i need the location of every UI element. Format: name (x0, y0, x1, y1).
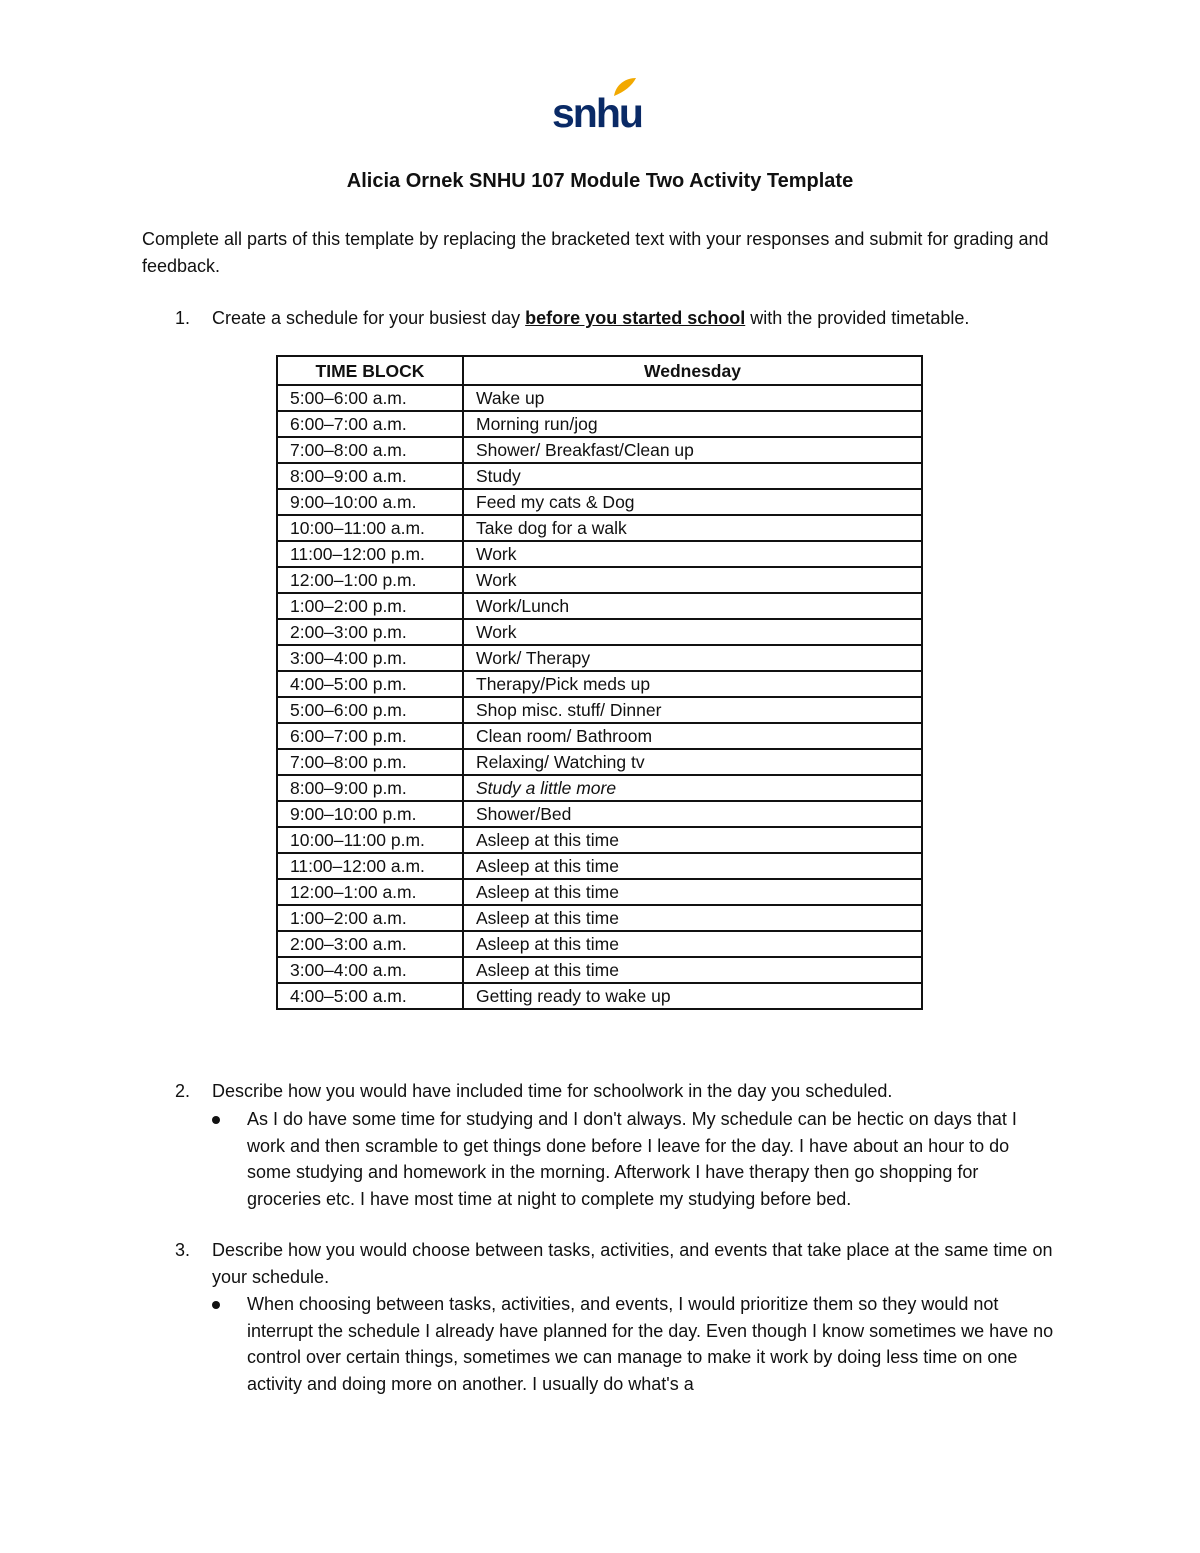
emphasis-text: before you started school (525, 308, 746, 328)
table-row (277, 957, 922, 983)
time-block-cell: 6:00–7:00 p.m. (277, 723, 463, 749)
activity-cell: Work/ Therapy (463, 645, 922, 671)
time-block-cell: 11:00–12:00 p.m. (277, 541, 463, 567)
activity-cell: Work (463, 619, 922, 645)
question-number: 3. (175, 1240, 191, 1260)
table-row (277, 723, 922, 749)
activity-cell: Morning run/jog (463, 411, 922, 437)
table-row (277, 905, 922, 931)
time-block-cell: 8:00–9:00 p.m. (277, 775, 463, 801)
time-block-cell: 6:00–7:00 a.m. (277, 411, 463, 437)
time-block-cell: 1:00–2:00 p.m. (277, 593, 463, 619)
table-row (277, 749, 922, 775)
time-block-cell: 3:00–4:00 p.m. (277, 645, 463, 671)
bullet-icon (212, 1301, 220, 1309)
activity-cell: Work/Lunch (463, 593, 922, 619)
table-row (277, 827, 922, 853)
activity-cell: Asleep at this time (463, 879, 922, 905)
table-header-row (277, 356, 922, 385)
activity-cell: Getting ready to wake up (463, 983, 922, 1009)
activity-cell: Work (463, 541, 922, 567)
table-row (277, 801, 922, 827)
question-text: Describe how you would choose between tasks, activities, and events that take place at the same time on your schedule. (212, 1240, 1053, 1287)
activity-cell: Wake up (463, 385, 922, 411)
table-row (277, 697, 922, 723)
time-block-cell: 9:00–10:00 a.m. (277, 489, 463, 515)
time-block-cell: 12:00–1:00 a.m. (277, 879, 463, 905)
logo-wordmark: snhu (552, 90, 642, 136)
time-block-cell: 11:00–12:00 a.m. (277, 853, 463, 879)
activity-cell: Therapy/Pick meds up (463, 671, 922, 697)
activity-cell: Take dog for a walk (463, 515, 922, 541)
time-block-cell: 12:00–1:00 p.m. (277, 567, 463, 593)
table-row (277, 931, 922, 957)
question-number: 2. (175, 1081, 191, 1101)
time-block-cell: 10:00–11:00 a.m. (277, 515, 463, 541)
header-day: Wednesday (463, 356, 922, 385)
bullet-icon (212, 1116, 220, 1124)
activity-cell: Study (463, 463, 922, 489)
table-row (277, 775, 922, 801)
time-block-cell: 4:00–5:00 a.m. (277, 983, 463, 1009)
time-block-cell: 8:00–9:00 a.m. (277, 463, 463, 489)
activity-cell: Asleep at this time (463, 853, 922, 879)
table-row (277, 515, 922, 541)
activity-cell: Work (463, 567, 922, 593)
activity-cell: Asleep at this time (463, 827, 922, 853)
activity-cell: Shower/Bed (463, 801, 922, 827)
time-block-cell: 5:00–6:00 p.m. (277, 697, 463, 723)
answer-text: When choosing between tasks, activities, and events, I would prioritize them so they would not interrupt the schedule I already have planned for the day. Even though I know sometimes we have no control over certain things, sometimes we can manage to make it work by doing less time on one activity and doing more on another. I usually do what's a (247, 1294, 1054, 1394)
time-block-cell: 7:00–8:00 p.m. (277, 749, 463, 775)
answer-text: As I do have some time for studying and I don't always. My schedule can be hectic on days that I work and then scramble to get things done before I leave for the day. I have about an hour to do some studying and homework in the morning. Afterwork I have therapy then go shopping for groceries etc. I have most time at night to complete my studying before bed. (247, 1109, 1017, 1209)
table-body (277, 385, 922, 1009)
activity-cell: Asleep at this time (463, 957, 922, 983)
time-block-cell: 4:00–5:00 p.m. (277, 671, 463, 697)
time-block-cell: 2:00–3:00 p.m. (277, 619, 463, 645)
table-row (277, 645, 922, 671)
intro-paragraph: Complete all parts of this template by replacing the bracketed text with your responses and submit for grading and feedback. (142, 229, 1049, 276)
activity-cell: Clean room/ Bathroom (463, 723, 922, 749)
time-block-cell: 9:00–10:00 p.m. (277, 801, 463, 827)
question-text (212, 305, 1062, 332)
header-time-block: TIME BLOCK (277, 356, 463, 385)
time-block-cell: 10:00–11:00 p.m. (277, 827, 463, 853)
activity-cell: Feed my cats & Dog (463, 489, 922, 515)
activity-cell: Shop misc. stuff/ Dinner (463, 697, 922, 723)
table-row (277, 879, 922, 905)
table-row (277, 463, 922, 489)
time-block-cell: 3:00–4:00 a.m. (277, 957, 463, 983)
table-row (277, 385, 922, 411)
question-text-before: Create a schedule for your busiest day (212, 308, 526, 328)
activity-cell: Asleep at this time (463, 905, 922, 931)
table-row (277, 983, 922, 1009)
time-block-cell: 2:00–3:00 a.m. (277, 931, 463, 957)
table-row (277, 853, 922, 879)
time-block-cell: 7:00–8:00 a.m. (277, 437, 463, 463)
table-row (277, 541, 922, 567)
table-row (277, 437, 922, 463)
question-text-after: with the provided timetable. (745, 308, 970, 328)
table-row (277, 619, 922, 645)
table-row (277, 489, 922, 515)
schedule-table (276, 355, 923, 1010)
activity-cell: Asleep at this time (463, 931, 922, 957)
time-block-cell: 1:00–2:00 a.m. (277, 905, 463, 931)
activity-cell: Shower/ Breakfast/Clean up (463, 437, 922, 463)
activity-cell: Study a little more (463, 775, 922, 801)
table-row (277, 593, 922, 619)
snhu-logo (552, 76, 644, 136)
time-block-cell: 5:00–6:00 a.m. (277, 385, 463, 411)
table-row (277, 567, 922, 593)
table-row (277, 671, 922, 697)
question-text: Describe how you would have included time for schoolwork in the day you scheduled. (212, 1081, 893, 1101)
question-number: 1. (175, 308, 191, 328)
activity-cell: Relaxing/ Watching tv (463, 749, 922, 775)
table-row (277, 411, 922, 437)
page-title: Alicia Ornek SNHU 107 Module Two Activity Template (346, 170, 854, 192)
